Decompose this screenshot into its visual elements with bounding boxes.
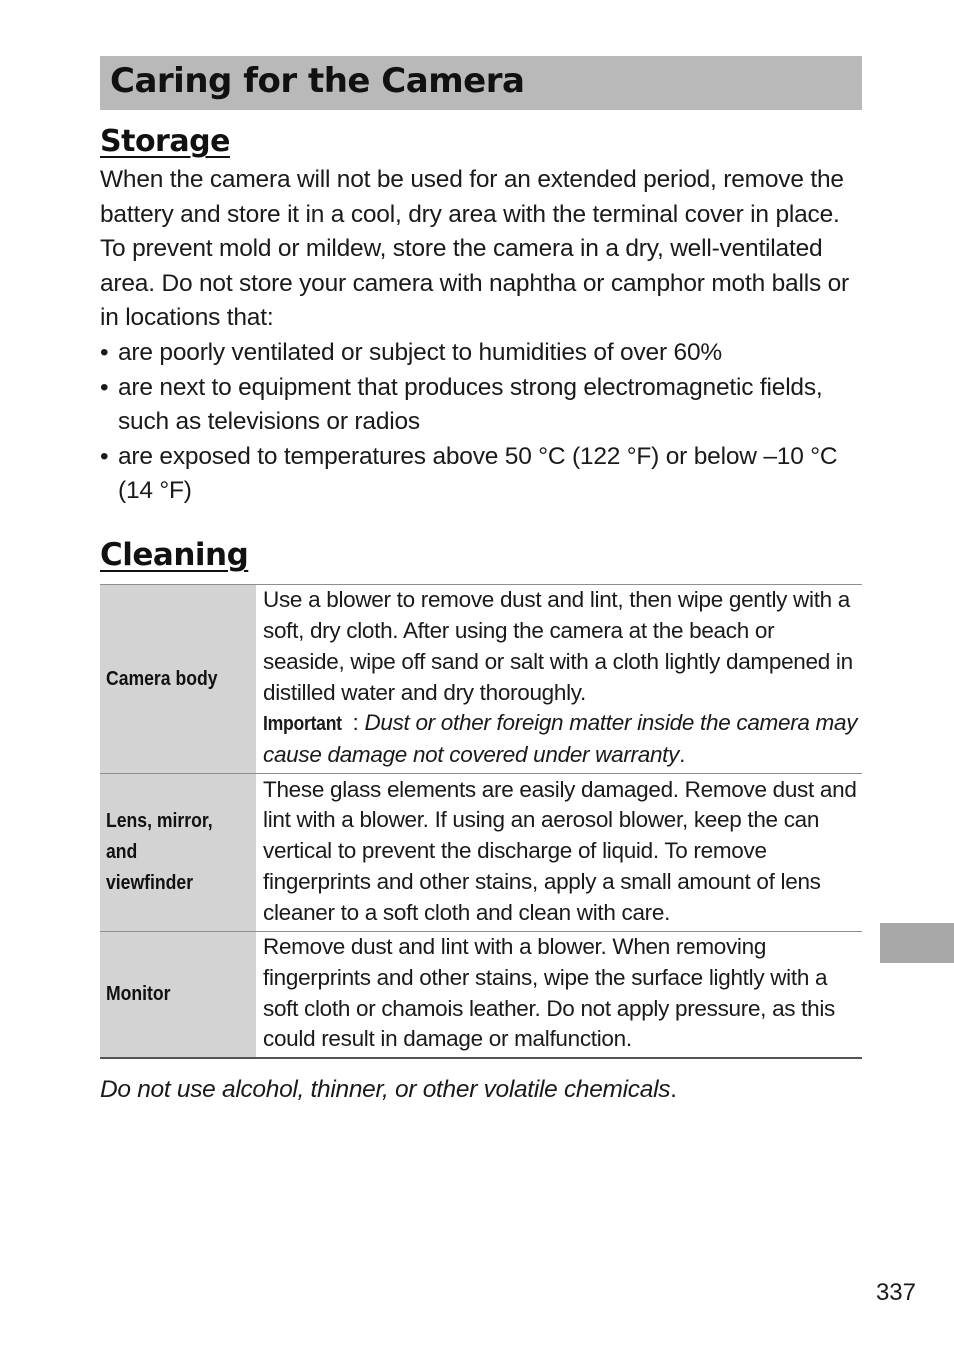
page-number: 337 xyxy=(875,1279,916,1306)
page-title-bar xyxy=(100,56,862,110)
list-item: • are poorly ventilated or subject to humidities of over 60% xyxy=(100,336,870,371)
row-label-lens-mirror-viewfinder xyxy=(100,774,256,932)
row-label-text: Camera body xyxy=(106,667,218,690)
section-tab-marker xyxy=(880,923,954,963)
important-separator: : xyxy=(352,710,365,736)
footnote-text: Do not use alcohol, thinner, or other volatile chemicals xyxy=(100,1076,671,1103)
footnote-end: . xyxy=(670,1076,677,1103)
important-label-text: Important xyxy=(263,713,342,736)
row-description-lens-mirror-viewfinder: These glass elements are easily damaged. Remove dust and lint with a blower. If using an aerosol blower, keep the can vertical to prevent the discharge of liquid. To remove fingerprints and other stains, apply a small amount of lens cleaner to a soft cloth and clean with care. xyxy=(263,776,857,925)
table-row xyxy=(100,774,862,932)
row-label-text: Monitor xyxy=(106,983,171,1006)
important-text: Dust or other foreign matter inside the camera may cause damage not covered under warranty xyxy=(263,710,858,768)
table-row xyxy=(100,932,862,1059)
row-label-camera-body xyxy=(100,585,256,774)
list-item: • are exposed to temperatures above 50 °C (122 °F) or below –10 °C (14 °F) xyxy=(100,440,870,509)
row-label-text: Lens, mirror, and viewfinder xyxy=(106,810,213,894)
cleaning-footnote xyxy=(100,1073,862,1107)
important-end: . xyxy=(679,742,686,768)
row-label-monitor xyxy=(100,932,256,1059)
cleaning-table xyxy=(100,584,862,1059)
storage-paragraph: When the camera will not be used for an extended period, remove the battery and store it in a cool, dry area with the terminal cover in place. To prevent mold or mildew, store the camera in a dry, well-ventilated area. Do not store your camera with naphtha or camphor moth balls or in locations that: xyxy=(100,166,849,332)
important-label xyxy=(263,713,353,735)
table-row xyxy=(100,585,862,774)
storage-heading: Storage xyxy=(100,124,230,159)
page-title: Caring for the Camera xyxy=(110,61,525,101)
storage-bullet-list xyxy=(100,336,870,509)
cleaning-heading: Cleaning xyxy=(100,537,249,573)
row-description-camera-body xyxy=(256,585,862,774)
row-description-text: Use a blower to remove dust and lint, then wipe gently with a soft, dry cloth. After using the camera at the beach or seaside, wipe off sand or salt with a cloth lightly dampened in distilled water and dry thoroughly. xyxy=(263,587,853,705)
list-item: • are next to equipment that produces strong electromagnetic fields, such as televisions or radios xyxy=(100,371,870,440)
row-description-monitor: Remove dust and lint with a blower. When removing fingerprints and other stains, wipe the surface lightly with a soft cloth or chamois leather. Do not apply pressure, as this could result in damage or malfunction. xyxy=(263,934,835,1052)
